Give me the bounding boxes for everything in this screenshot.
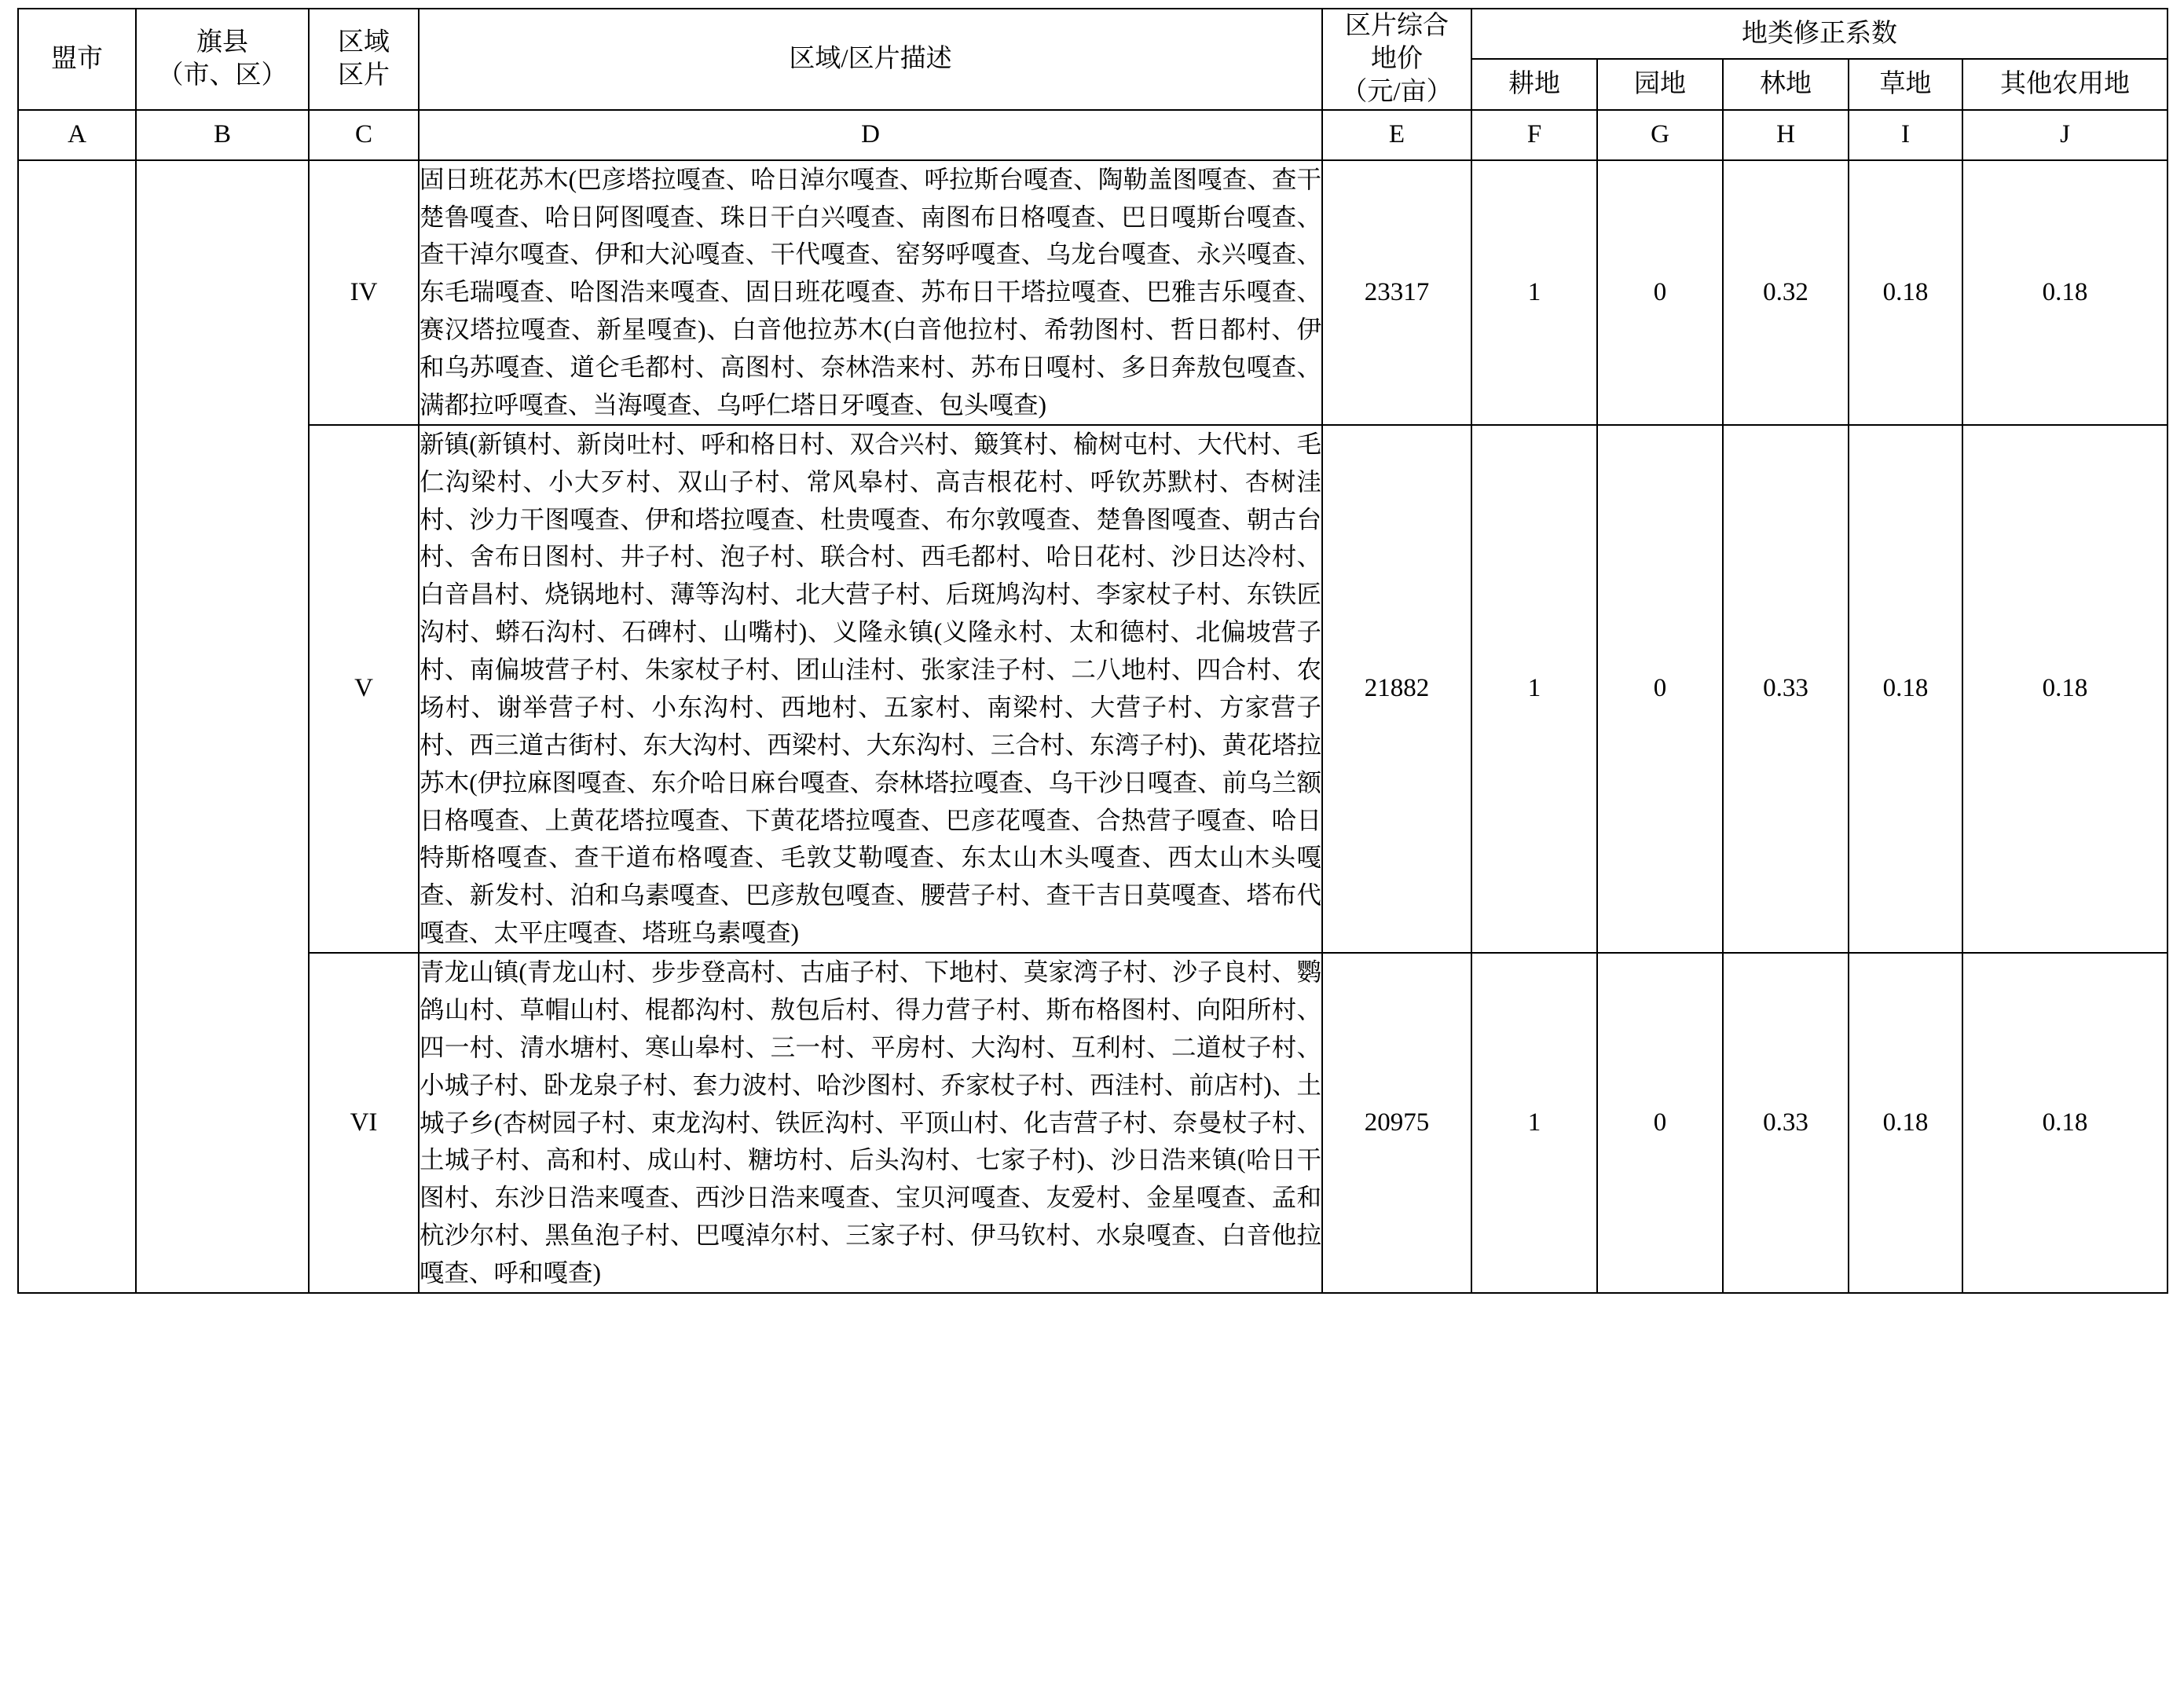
header-qu-pian-line1: 区域 (338, 28, 390, 57)
land-price-table (17, 8, 2168, 1294)
column-letter-c: C (309, 110, 419, 160)
header-meng-shi (18, 9, 136, 110)
header-price-line2: 地价 (1371, 45, 1423, 74)
header-qi-xian-line1: 旗县 (196, 28, 248, 57)
column-letter-f: F (1471, 110, 1597, 160)
header-description (419, 9, 1322, 110)
cell-lindi: 0.32 (1723, 160, 1849, 425)
table-row (18, 953, 2168, 1293)
header-qi-xian (136, 9, 309, 110)
header-yuandi: 园地 (1597, 59, 1723, 109)
header-comprehensive-price (1322, 9, 1471, 110)
cell-gengdi: 1 (1471, 425, 1597, 953)
cell-meng-shi (18, 160, 136, 1293)
cell-qu-pian: VI (309, 953, 419, 1293)
column-letter-g: G (1597, 110, 1723, 160)
header-gengdi: 耕地 (1471, 59, 1597, 109)
table-row (18, 160, 2168, 425)
cell-caodi: 0.18 (1849, 953, 1962, 1293)
column-letter-h: H (1723, 110, 1849, 160)
header-lindi: 林地 (1723, 59, 1849, 109)
cell-comprehensive-price: 23317 (1322, 160, 1471, 425)
table-row (18, 425, 2168, 953)
cell-description: 新镇(新镇村、新岗吐村、呼和格日村、双合兴村、簸箕村、榆树屯村、大代村、毛仁沟梁村、小大歹村、双山子村、常风皋村、高吉根花村、呼钦苏默村、杏树洼村、沙力干图嘎查、伊和塔拉嘎查、杜贵嘎查、布尔敦嘎查、楚鲁图嘎查、朝古台村、舍布日图村、井子村、泡子村、联合村、西毛都村、哈日花村、沙日达冷村、白音昌村、烧锅地村、薄等沟村、北大营子村、后斑鸠沟村、李家杖子村、东铁匠沟村、蟒石沟村、石碑村、山嘴村)、义隆永镇(义隆永村、太和德村、北偏坡营子村、南偏坡营子村、朱家杖子村、团山洼村、张家洼子村、二八地村、四合村、农场村、谢举营子村、小东沟村、西地村、五家村、南梁村、大营子村、方家营子村、西三道古街村、东大沟村、西梁村、大东沟村、三合村、东湾子村)、黄花塔拉苏木(伊拉麻图嘎查、东介哈日麻台嘎查、奈林塔拉嘎查、乌干沙日嘎查、前乌兰额日格嘎查、上黄花塔拉嘎查、下黄花塔拉嘎查、巴彦花嘎查、合热营子嘎查、哈日特斯格嘎查、查干道布格嘎查、毛敦艾勒嘎查、东太山木头嘎查、西太山木头嘎查、新发村、泊和乌素嘎查、巴彦敖包嘎查、腰营子村、查干吉日莫嘎查、塔布代嘎查、太平庄嘎查、塔班乌素嘎查) (419, 425, 1322, 953)
header-qita-nongyongdi: 其他农用地 (1962, 59, 2168, 109)
column-letter-row (18, 110, 2168, 160)
header-description-label: 区域/区片描述 (789, 45, 952, 74)
cell-qu-pian: IV (309, 160, 419, 425)
column-letter-a: A (18, 110, 136, 160)
cell-qita-nongyongdi: 0.18 (1962, 425, 2168, 953)
cell-comprehensive-price: 21882 (1322, 425, 1471, 953)
cell-gengdi: 1 (1471, 160, 1597, 425)
column-letter-e: E (1322, 110, 1471, 160)
table-header-row (18, 9, 2168, 59)
header-caodi: 草地 (1849, 59, 1962, 109)
cell-comprehensive-price: 20975 (1322, 953, 1471, 1293)
cell-caodi: 0.18 (1849, 160, 1962, 425)
header-correction-label: 地类修正系数 (1742, 20, 1897, 49)
header-qi-xian-line2: （市、区） (157, 61, 288, 90)
column-letter-d: D (419, 110, 1322, 160)
header-price-line3: （元/亩） (1341, 78, 1453, 107)
header-meng-shi-label: 盟市 (51, 45, 103, 74)
column-letter-i: I (1849, 110, 1962, 160)
column-letter-j: J (1962, 110, 2168, 160)
cell-qi-xian (136, 160, 309, 1293)
cell-caodi: 0.18 (1849, 425, 1962, 953)
cell-lindi: 0.33 (1723, 953, 1849, 1293)
cell-gengdi: 1 (1471, 953, 1597, 1293)
cell-qita-nongyongdi: 0.18 (1962, 953, 2168, 1293)
cell-yuandi: 0 (1597, 425, 1723, 953)
cell-yuandi: 0 (1597, 160, 1723, 425)
cell-qu-pian: V (309, 425, 419, 953)
cell-yuandi: 0 (1597, 953, 1723, 1293)
header-correction-coefficients (1471, 9, 2168, 59)
cell-description: 固日班花苏木(巴彦塔拉嘎查、哈日淖尔嘎查、呼拉斯台嘎查、陶勒盖图嘎查、查干楚鲁嘎查、哈日阿图嘎查、珠日干白兴嘎查、南图布日格嘎查、巴日嘎斯台嘎查、查干淖尔嘎查、伊和大沁嘎查、干代嘎查、窑努呼嘎查、乌龙台嘎查、永兴嘎查、东毛瑞嘎查、哈图浩来嘎查、固日班花嘎查、苏布日干塔拉嘎查、巴雅吉乐嘎查、赛汉塔拉嘎查、新星嘎查)、白音他拉苏木(白音他拉村、希勃图村、哲日都村、伊和乌苏嘎查、道仑毛都村、高图村、奈林浩来村、苏布日嘎村、多日奔敖包嘎查、满都拉呼嘎查、当海嘎查、乌呼仁塔日牙嘎查、包头嘎查) (419, 160, 1322, 425)
cell-qita-nongyongdi: 0.18 (1962, 160, 2168, 425)
cell-description: 青龙山镇(青龙山村、步步登高村、古庙子村、下地村、莫家湾子村、沙子良村、鹦鸽山村、草帽山村、棍都沟村、敖包后村、得力营子村、斯布格图村、向阳所村、四一村、清水塘村、寒山皋村、三一村、平房村、大沟村、互利村、二道杖子村、小城子村、卧龙泉子村、套力波村、哈沙图村、乔家杖子村、西洼村、前店村)、土城子乡(杏树园子村、束龙沟村、铁匠沟村、平顶山村、化吉营子村、奈曼杖子村、土城子村、高和村、成山村、糖坊村、后头沟村、七家子村)、沙日浩来镇(哈日干图村、东沙日浩来嘎查、西沙日浩来嘎查、宝贝河嘎查、友爱村、金星嘎查、孟和杭沙尔村、黑鱼泡子村、巴嘎淖尔村、三家子村、伊马钦村、水泉嘎查、白音他拉嘎查、呼和嘎查) (419, 953, 1322, 1293)
cell-lindi: 0.33 (1723, 425, 1849, 953)
header-qu-pian (309, 9, 419, 110)
header-qu-pian-line2: 区片 (338, 61, 390, 90)
header-price-line1: 区片综合 (1345, 12, 1449, 40)
column-letter-b: B (136, 110, 309, 160)
